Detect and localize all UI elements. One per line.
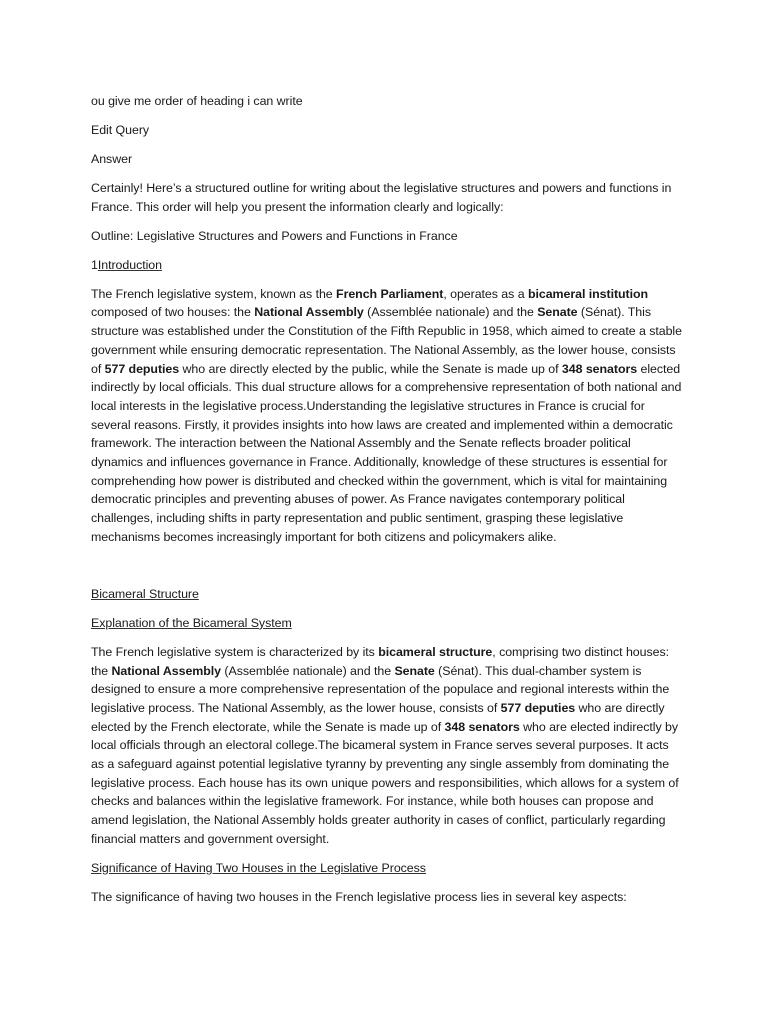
bicameral-heading-text: Bicameral Structure bbox=[91, 586, 199, 601]
bold-run: 348 senators bbox=[561, 361, 638, 376]
introduction-paragraph bbox=[91, 285, 683, 547]
introduction-heading-text: Introduction bbox=[97, 257, 162, 272]
bicameral-structure-heading bbox=[91, 585, 683, 604]
section-number: 1 bbox=[91, 257, 98, 272]
explanation-subheading-text: Explanation of the Bicameral System bbox=[91, 615, 292, 630]
edit-query-label: Edit Query bbox=[91, 123, 150, 137]
section-introduction-heading bbox=[91, 256, 683, 275]
text-run: who are directly elected by the public, while the Senate is made up of bbox=[179, 361, 562, 376]
query-line: ou give me order of heading i can write bbox=[91, 94, 303, 108]
answer-label: Answer bbox=[91, 152, 133, 166]
text-run: composed of two houses: the bbox=[91, 305, 255, 320]
bold-run: bicameral structure bbox=[378, 644, 493, 659]
text-run: (Sénat). This dual-chamber system is designed to ensure a more comprehensive representation of the populace and regional interests within the legislative process. The National Assembly, as the lower house, consists of bbox=[91, 663, 670, 715]
text-run: (Assemblée nationale) and the bbox=[221, 663, 395, 678]
bold-run: bicameral institution bbox=[527, 286, 649, 301]
text-run: who are directly elected by the French electorate, while the Senate is made up of bbox=[91, 700, 665, 734]
bold-run: 577 deputies bbox=[104, 361, 180, 376]
bold-run: National Assembly bbox=[111, 663, 222, 678]
bold-run: 577 deputies bbox=[500, 700, 576, 715]
text-run: The French legislative system, known as the bbox=[91, 286, 337, 301]
significance-subheading-text: Significance of Having Two Houses in the Legislative Process bbox=[91, 860, 426, 875]
explanation-subheading bbox=[91, 614, 683, 633]
outline-title: Outline: Legislative Structures and Powers and Functions in France bbox=[91, 228, 458, 243]
bold-run: Senate bbox=[537, 305, 578, 320]
text-run: , operates as a bbox=[443, 286, 528, 301]
bold-run: Senate bbox=[394, 663, 435, 678]
text-run: (Sénat). This structure was established under the Constitution of the Fifth Republic in 1958, which aimed to create a stable government while ensuring democratic representation. The National Assembly, as the lower house, consists of bbox=[91, 305, 682, 376]
text-run: , comprising two distinct houses: the bbox=[91, 644, 669, 678]
bold-run: French Parliament bbox=[336, 286, 444, 301]
text-run: (Assemblée nationale) and the bbox=[363, 305, 538, 320]
intro-paragraph: Certainly! Here’s a structured outline for writing about the legislative structures and powers and functions in France. This order will help you present the information clearly and logically: bbox=[91, 181, 672, 214]
bold-run: 348 senators bbox=[444, 719, 520, 734]
significance-paragraph: The significance of having two houses in the French legislative process lies in several key aspects: bbox=[91, 889, 627, 904]
significance-subheading bbox=[91, 859, 683, 878]
document-page bbox=[91, 92, 683, 917]
blank-gap bbox=[91, 557, 683, 585]
bold-run: National Assembly bbox=[254, 305, 364, 320]
text-run: The French legislative system is characterized by its bbox=[91, 644, 379, 659]
text-run: who are elected indirectly by local officials through an electoral college.The bicameral system in France serves several purposes. It acts as a safeguard against potential legislative tyranny by preventing any single assembly from dominating the legislative process. Each house has its own unique powers and responsibilities, which allows for a system of checks and balances within the legislative framework. For instance, while both houses can propose and amend legislation, the National Assembly holds greater authority in cases of conflict, particularly regarding financial matters and government oversight. bbox=[91, 719, 679, 846]
bicameral-paragraph bbox=[91, 643, 683, 849]
text-run: elected indirectly by local officials. This dual structure allows for a comprehensive representation of both national and local interests in the legislative process.Understanding the legislative structures in France is crucial for several reasons. Firstly, it provides insights into how laws are created and implemented within a democratic framework. The interaction between the National Assembly and the Senate reflects broader political dynamics and influences governance in France. Additionally, knowledge of these structures is essential for comprehending how power is distributed and checked within the government, which is vital for maintaining democratic principles and preventing abuses of power. As France navigates contemporary political challenges, including shifts in party representation and public sentiment, grasping these legislative mechanisms becomes increasingly important for both citizens and policymakers alike. bbox=[91, 361, 682, 544]
